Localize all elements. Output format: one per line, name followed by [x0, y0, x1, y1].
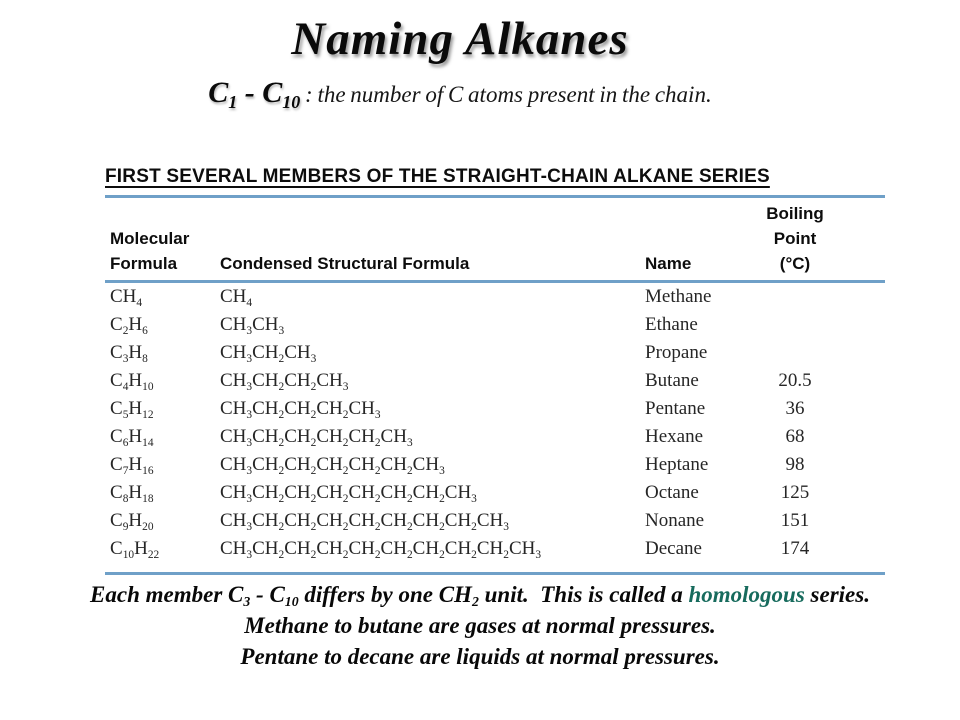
cell-boiling-point: 125 [780, 482, 810, 503]
footer-notes [0, 583, 960, 676]
alkane-series-table [105, 166, 885, 575]
cell-molecular-formula: $CH_4$ [110, 286, 143, 309]
table-row [105, 342, 885, 370]
cell-structural-formula: $CH_4$ [220, 286, 253, 309]
cell-boiling-point: 68 [785, 426, 805, 447]
table-row [105, 314, 885, 342]
cell-molecular-formula: $C_2H_6$ [110, 314, 148, 337]
column-header-boiling-point: Boiling Point (°C) [766, 204, 824, 273]
column-header-name: Name [645, 254, 692, 273]
table-rows [105, 283, 885, 566]
cell-boiling-point: 36 [785, 398, 805, 419]
cell-name: Butane [645, 370, 699, 391]
page-title: Naming Alkanes [291, 13, 629, 65]
footer-text-segment: Each member [90, 582, 229, 607]
table-column-headers [105, 198, 885, 280]
cell-boiling-point [745, 314, 845, 342]
cell-molecular-formula: $C_7H_{16}$ [110, 454, 154, 477]
footer-text-segment: series. [804, 582, 870, 607]
table-row [105, 286, 885, 314]
cell-molecular-formula: $C_8H_{18}$ [110, 482, 154, 505]
cell-name: Hexane [645, 426, 704, 447]
footer-text-segment: differs by one [298, 582, 439, 607]
table-title: FIRST SEVERAL MEMBERS OF THE STRAIGHT-CHAIN ALKANE SERIES [105, 166, 770, 187]
subtitle [0, 76, 920, 110]
table-row [105, 398, 885, 426]
cell-name: Heptane [645, 454, 709, 475]
footer-text-segment: $CH_2$ [438, 582, 479, 610]
cell-molecular-formula: $C_4H_{10}$ [110, 370, 154, 393]
cell-structural-formula: $CH_3CH_2CH_2CH_2CH_3$ [220, 398, 381, 421]
cell-boiling-point: 151 [780, 510, 810, 531]
column-header-molecular-formula: Molecular Formula [110, 229, 190, 273]
cell-structural-formula: $CH_3CH_2CH_3$ [220, 342, 317, 365]
cell-structural-formula: $CH_3CH_2CH_2CH_2CH_2CH_2CH_2CH_2CH_2CH_3$ [220, 538, 542, 561]
table-row [105, 370, 885, 398]
homologous-term: homologous [688, 582, 805, 607]
cell-molecular-formula: $C_{10}H_{22}$ [110, 538, 160, 561]
footer-line-1 [0, 582, 960, 610]
cell-molecular-formula: $C_3H_8$ [110, 342, 148, 365]
subtitle-carbon-range: $C_1 - C_{10}$ [208, 76, 301, 112]
table-row [105, 482, 885, 510]
cell-structural-formula: $CH_3CH_2CH_2CH_2CH_2CH_3$ [220, 426, 413, 449]
subtitle-text: : the number of C atoms present in the chain. [300, 82, 712, 107]
footer-line-2: Methane to butane are gases at normal pressures. [244, 613, 716, 638]
cell-structural-formula: $CH_3CH_2CH_2CH_2CH_2CH_2CH_2CH_2CH_3$ [220, 510, 509, 533]
footer-line-3: Pentane to decane are liquids at normal pressures. [240, 644, 720, 669]
table-row [105, 454, 885, 482]
cell-molecular-formula: $C_6H_{14}$ [110, 426, 154, 449]
footer-text-segment: unit. This is called a [478, 582, 689, 607]
cell-name: Octane [645, 482, 699, 503]
cell-name: Pentane [645, 398, 706, 419]
table-row [105, 510, 885, 538]
cell-boiling-point: 98 [785, 454, 805, 475]
cell-name: Methane [645, 286, 712, 307]
cell-name: Decane [645, 538, 702, 559]
cell-name: Ethane [645, 314, 698, 335]
footer-text-segment: $C_3 - C_{10}$ [228, 582, 299, 610]
cell-boiling-point [745, 342, 845, 370]
cell-boiling-point: 174 [780, 538, 810, 559]
cell-boiling-point [745, 286, 845, 314]
cell-structural-formula: $CH_3CH_2CH_2CH_2CH_2CH_2CH_3$ [220, 454, 445, 477]
cell-structural-formula: $CH_3CH_3$ [220, 314, 285, 337]
cell-boiling-point: 20.5 [778, 370, 812, 391]
table-row [105, 538, 885, 566]
column-header-structural-formula: Condensed Structural Formula [220, 254, 470, 273]
cell-name: Nonane [645, 510, 705, 531]
table-row [105, 426, 885, 454]
cell-structural-formula: $CH_3CH_2CH_2CH_2CH_2CH_2CH_2CH_3$ [220, 482, 477, 505]
table-rule-bottom [105, 572, 885, 575]
cell-structural-formula: $CH_3CH_2CH_2CH_3$ [220, 370, 349, 393]
cell-molecular-formula: $C_9H_{20}$ [110, 510, 154, 533]
cell-name: Propane [645, 342, 708, 363]
cell-molecular-formula: $C_5H_{12}$ [110, 398, 154, 421]
